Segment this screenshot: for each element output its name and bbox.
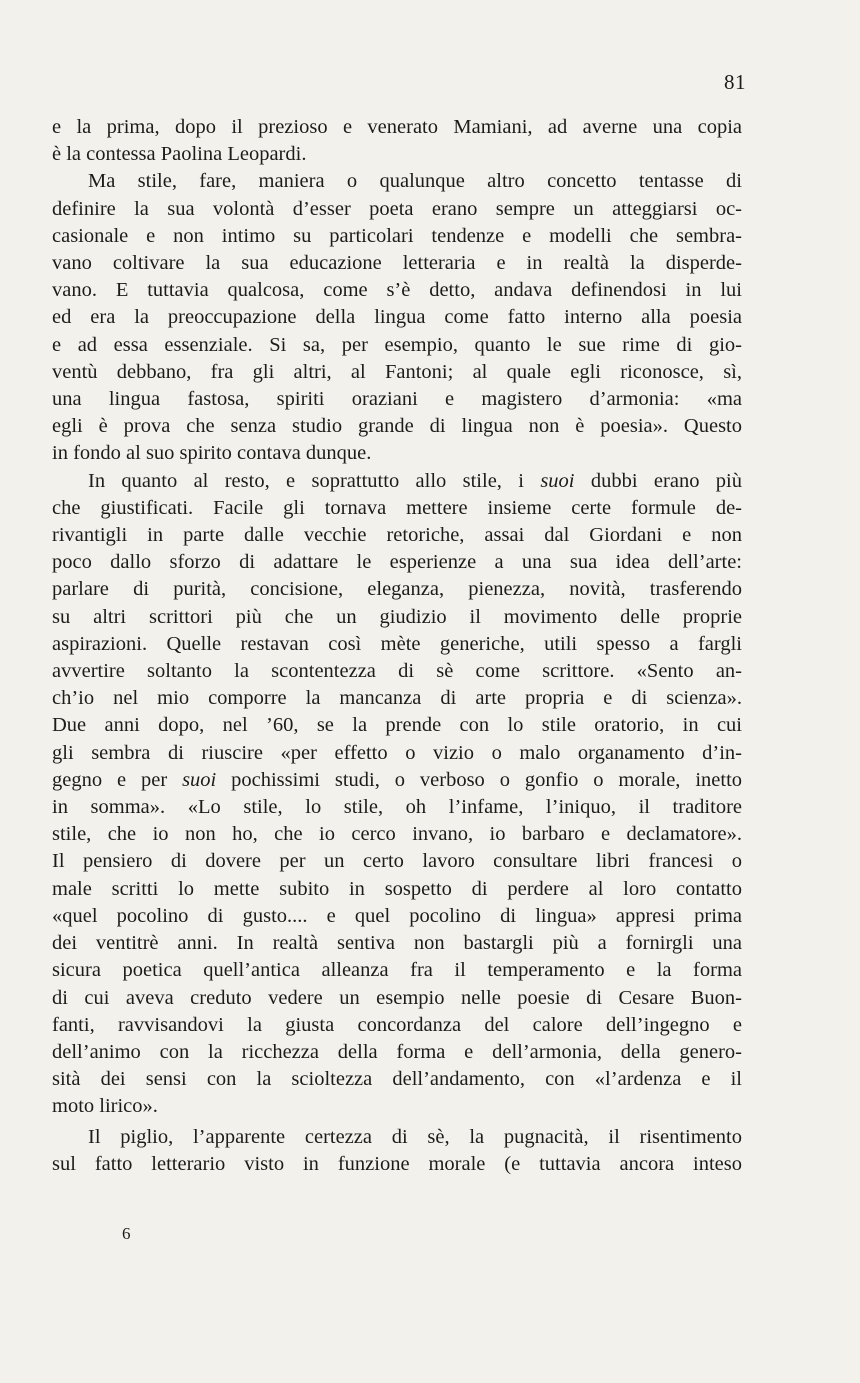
text-line: e la prima, dopo il prezioso e venerato Mamiani, ad averne una copia xyxy=(52,116,742,138)
page-number: 81 xyxy=(724,70,746,94)
text-line: fanti, ravvisandovi la giusta concordanza del calore dell’ingegno e xyxy=(52,1013,742,1036)
text-line: rivantigli in parte dalle vecchie retoriche, assai dal Giordani e non xyxy=(52,524,742,547)
paragraph xyxy=(52,1124,742,1178)
text-line: Due anni dopo, nel ’60, se la prende con lo stile oratorio, in cui xyxy=(52,714,742,737)
body-text xyxy=(52,114,742,1178)
text-line: ventù debbano, fra gli altri, al Fantoni; al quale egli riconosce, sì, xyxy=(52,360,742,383)
text-line: parlare di purità, concisione, eleganza, pienezza, novità, trasferendo xyxy=(52,578,742,601)
text-line: «quel pocolino di gusto.... e quel pocolino di lingua» appresi prima xyxy=(52,904,742,927)
text-line: e ad essa essenziale. Si sa, per esempio, quanto le sue rime di gio- xyxy=(52,333,742,356)
text-line: Ma stile, fare, maniera o qualunque altro concetto tentasse di xyxy=(88,170,742,193)
text-line: dei ventitrè anni. In realtà sentiva non bastargli più a fornirgli una xyxy=(52,932,742,955)
text-line: Il piglio, l’apparente certezza di sè, la pugnacità, il risentimento xyxy=(88,1125,742,1148)
text-line: in fondo al suo spirito contava dunque. xyxy=(52,442,372,465)
text-line: ch’io nel mio comporre la mancanza di arte propria e di scienza». xyxy=(52,687,742,710)
text-line: Il pensiero di dovere per un certo lavoro consultare libri francesi o xyxy=(52,850,742,873)
text-line: che giustificati. Facile gli tornava mettere insieme certe formule de- xyxy=(52,496,742,519)
paragraph xyxy=(52,114,742,168)
text-line: vano. E tuttavia qualcosa, come s’è detto, andava definendosi in lui xyxy=(52,279,742,302)
text-line: sità dei sensi con la scioltezza dell’andamento, con «l’ardenza e il xyxy=(52,1068,742,1091)
paragraph xyxy=(52,468,742,1121)
text-line: una lingua fastosa, spiriti oraziani e magistero d’armonia: «ma xyxy=(52,388,742,411)
signature-mark: 6 xyxy=(122,1224,131,1243)
text-line: casionale e non intimo su particolari tendenze e modelli che sembra- xyxy=(52,224,742,247)
text-line: male scritti lo mette subito in sospetto di perdere al loro contatto xyxy=(52,877,742,900)
text-line: su altri scrittori più che un giudizio il movimento delle proprie xyxy=(52,605,742,628)
text-line: gegno e per suoi pochissimi studi, o verboso o gonfio o morale, inetto xyxy=(52,768,743,791)
text-line: vano coltivare la sua educazione letteraria e in realtà la disperde- xyxy=(52,252,742,275)
text-line: stile, che io non ho, che io cerco invano, io barbaro e declamatore». xyxy=(52,823,742,846)
text-line: sicura poetica quell’antica alleanza fra il temperamento e la forma xyxy=(52,959,742,982)
text-line: avvertire soltanto la scontentezza di sè come scrittore. «Sento an- xyxy=(52,660,742,683)
text-line: egli è prova che senza studio grande di lingua non è poesia». Questo xyxy=(52,415,742,438)
text-line: poco dallo sforzo di adattare le esperienze a una sua idea dell’arte: xyxy=(52,551,742,574)
text-line: definire la sua volontà d’esser poeta erano sempre un atteggiarsi oc- xyxy=(52,197,742,220)
text-line: sul fatto letterario visto in funzione morale (e tuttavia ancora inteso xyxy=(52,1152,742,1175)
text-line: In quanto al resto, e soprattutto allo stile, i suoi dubbi erano più xyxy=(88,469,742,492)
text-line: ed era la preoccupazione della lingua come fatto interno alla poesia xyxy=(52,306,742,329)
text-line: dell’animo con la ricchezza della forma e dell’armonia, della genero- xyxy=(52,1040,742,1063)
text-line: di cui aveva creduto vedere un esempio nelle poesie di Cesare Buon- xyxy=(52,986,742,1009)
paragraph xyxy=(52,168,742,467)
text-line: in somma». «Lo stile, lo stile, oh l’infame, l’iniquo, il traditore xyxy=(52,796,742,819)
text-line: è la contessa Paolina Leopardi. xyxy=(52,143,307,166)
text-line: moto lirico». xyxy=(52,1095,158,1118)
text-line: gli sembra di riuscire «per effetto o vizio o malo organamento d’in- xyxy=(52,741,742,764)
text-line: aspirazioni. Quelle restavan così mète generiche, utili spesso a fargli xyxy=(52,632,742,655)
